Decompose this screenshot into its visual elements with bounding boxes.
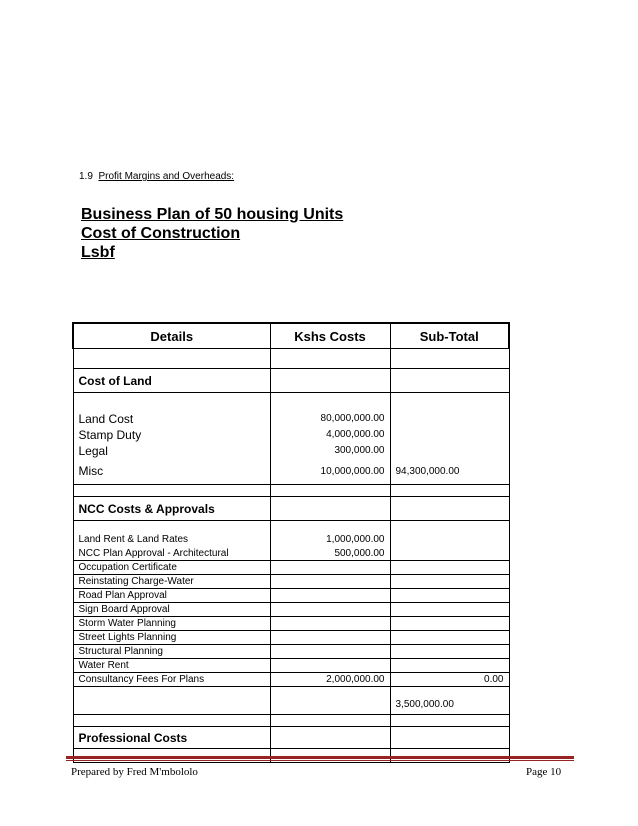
section-heading [79,171,234,182]
row-label: Land Rent & Land Rates [73,533,270,547]
title-line-3: Lsbf [81,244,115,261]
row-label: Street Lights Planning [73,631,270,645]
footer-divider-thin [66,760,574,761]
table-row-ncc [73,497,509,521]
table-row-empty [73,393,509,411]
category-ncc: NCC Costs & Approvals [73,497,270,521]
table-row-consultancy [73,673,509,687]
table-row-stamp-duty [73,427,509,443]
category-cost-of-land: Cost of Land [73,369,270,393]
row-cost: 300,000.00 [270,443,390,459]
row-label: Storm Water Planning [73,617,270,631]
row-cost: 4,000,000.00 [270,427,390,443]
table-row-empty [73,485,509,497]
row-label: Water Rent [73,659,270,673]
table-row-empty [73,349,509,369]
row-label: Stamp Duty [73,427,270,443]
table-row-street-lights [73,631,509,645]
title-line-2: Cost of Construction [81,225,241,242]
cost-table [72,322,510,763]
row-label: Reinstating Charge-Water [73,575,270,589]
row-label: Legal [73,443,270,459]
row-cost: 80,000,000.00 [270,411,390,427]
section-number: 1.9 [79,171,93,182]
table-row-structural [73,645,509,659]
row-cost: 2,000,000.00 [270,673,390,687]
table-header-row [73,323,509,349]
table-row-professional [73,727,509,749]
row-label: Consultancy Fees For Plans [73,673,270,687]
table-row-ncc-plan [73,547,509,561]
table-row-cost-of-land [73,369,509,393]
table-row-empty [73,521,509,533]
header-details: Details [73,323,270,349]
footer-divider [66,756,574,759]
table-row-sign-board [73,603,509,617]
header-subtotal: Sub-Total [390,323,509,349]
table-row-misc [73,459,509,485]
row-label: Misc [73,459,270,485]
row-label: Road Plan Approval [73,589,270,603]
table-row-land-rent [73,533,509,547]
row-cost: 10,000,000.00 [270,459,390,485]
table-row-road-plan [73,589,509,603]
table-row-storm-water [73,617,509,631]
table-row-legal [73,443,509,459]
row-cost: 1,000,000.00 [270,533,390,547]
header-costs: Kshs Costs [270,323,390,349]
row-label: Land Cost [73,411,270,427]
ncc-subtotal: 3,500,000.00 [390,687,509,715]
document-title [81,205,343,262]
table-row-land-cost [73,411,509,427]
footer-author: Prepared by Fred M'mbololo [71,766,198,778]
row-cost: 500,000.00 [270,547,390,561]
row-label: Structural Planning [73,645,270,659]
table-row-reinstating [73,575,509,589]
row-label: Sign Board Approval [73,603,270,617]
row-label: NCC Plan Approval - Architectural [73,547,270,561]
row-label: Occupation Certificate [73,561,270,575]
row-subtotal: 94,300,000.00 [390,459,509,485]
table-row-ncc-subtotal [73,687,509,715]
table-row-empty [73,715,509,727]
page-number: Page 10 [526,766,562,778]
table-row-occupation [73,561,509,575]
table-row-water-rent [73,659,509,673]
row-subtotal: 0.00 [390,673,509,687]
section-title: Profit Margins and Overheads: [98,171,235,182]
category-professional: Professional Costs [73,727,270,749]
title-line-1: Business Plan of 50 housing Units [81,206,344,223]
